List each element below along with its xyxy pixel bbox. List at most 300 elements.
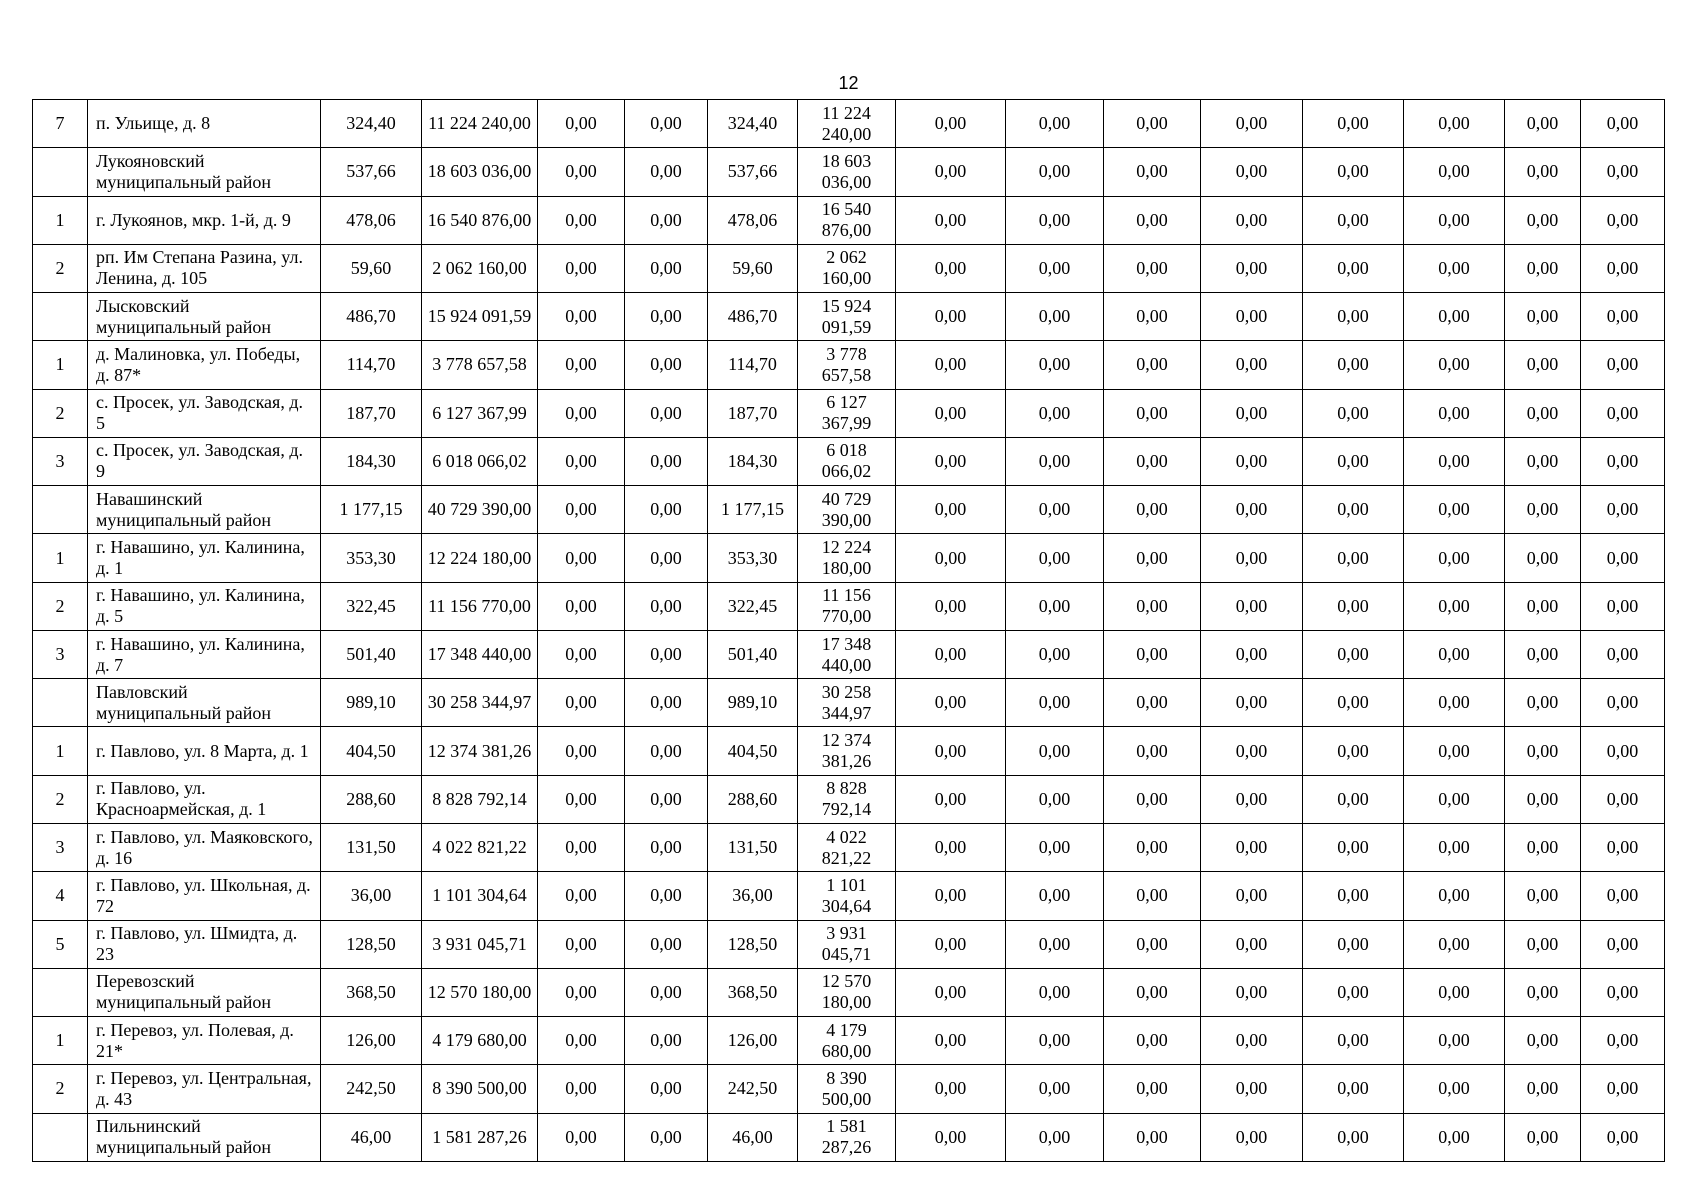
area-cell: 288,60 (708, 775, 798, 823)
value-cell: 0,00 (1201, 823, 1303, 871)
address-cell: рп. Им Степана Разина, ул. Ленина, д. 105 (88, 244, 321, 292)
address-cell: г. Павлово, ул. Школьная, д. 72 (88, 872, 321, 920)
value-cell: 0,00 (896, 1017, 1006, 1065)
cost-cell: 15 924 091,59 (422, 293, 538, 341)
value-cell: 0,00 (538, 1017, 625, 1065)
area-cell: 486,70 (708, 293, 798, 341)
table-row (33, 486, 1665, 534)
value-cell: 0,00 (538, 437, 625, 485)
value-cell: 0,00 (1201, 727, 1303, 775)
cost-cell: 40 729 390,00 (798, 486, 896, 534)
table-body (33, 100, 1665, 1162)
value-cell: 0,00 (1581, 293, 1665, 341)
value-cell: 0,00 (1303, 100, 1404, 148)
row-number-cell (33, 486, 88, 534)
row-number-cell: 1 (33, 341, 88, 389)
value-cell: 0,00 (1303, 148, 1404, 196)
cost-cell: 1 581 287,26 (798, 1113, 896, 1161)
value-cell: 0,00 (1303, 920, 1404, 968)
value-cell: 0,00 (1404, 727, 1505, 775)
value-cell: 0,00 (625, 775, 708, 823)
area-cell: 501,40 (708, 630, 798, 678)
value-cell: 0,00 (1404, 630, 1505, 678)
value-cell: 0,00 (896, 389, 1006, 437)
value-cell: 0,00 (1006, 196, 1104, 244)
value-cell: 0,00 (1104, 582, 1201, 630)
value-cell: 0,00 (1581, 1017, 1665, 1065)
cost-cell: 1 101 304,64 (798, 872, 896, 920)
table-row (33, 534, 1665, 582)
value-cell: 0,00 (1505, 968, 1581, 1016)
value-cell: 0,00 (1006, 823, 1104, 871)
row-number-cell: 4 (33, 872, 88, 920)
value-cell: 0,00 (1006, 293, 1104, 341)
value-cell: 0,00 (625, 437, 708, 485)
value-cell: 0,00 (538, 823, 625, 871)
value-cell: 0,00 (1303, 1017, 1404, 1065)
value-cell: 0,00 (1006, 727, 1104, 775)
value-cell: 0,00 (625, 1017, 708, 1065)
area-cell: 353,30 (708, 534, 798, 582)
value-cell: 0,00 (1505, 775, 1581, 823)
value-cell: 0,00 (1104, 920, 1201, 968)
area-cell: 989,10 (321, 679, 422, 727)
table-row (33, 630, 1665, 678)
row-number-cell: 2 (33, 244, 88, 292)
cost-cell: 2 062 160,00 (798, 244, 896, 292)
table-row (33, 582, 1665, 630)
value-cell: 0,00 (1505, 148, 1581, 196)
value-cell: 0,00 (538, 244, 625, 292)
address-cell: п. Ульище, д. 8 (88, 100, 321, 148)
value-cell: 0,00 (625, 244, 708, 292)
value-cell: 0,00 (538, 534, 625, 582)
cost-cell: 30 258 344,97 (798, 679, 896, 727)
area-cell: 36,00 (321, 872, 422, 920)
value-cell: 0,00 (1505, 341, 1581, 389)
value-cell: 0,00 (896, 582, 1006, 630)
value-cell: 0,00 (1505, 1113, 1581, 1161)
row-number-cell: 2 (33, 389, 88, 437)
value-cell: 0,00 (1404, 968, 1505, 1016)
value-cell: 0,00 (538, 389, 625, 437)
value-cell: 0,00 (1104, 775, 1201, 823)
value-cell: 0,00 (1201, 582, 1303, 630)
value-cell: 0,00 (538, 196, 625, 244)
area-cell: 46,00 (708, 1113, 798, 1161)
value-cell: 0,00 (625, 872, 708, 920)
value-cell: 0,00 (1201, 148, 1303, 196)
value-cell: 0,00 (1581, 582, 1665, 630)
area-cell: 537,66 (708, 148, 798, 196)
value-cell: 0,00 (1404, 534, 1505, 582)
cost-cell: 8 390 500,00 (422, 1065, 538, 1113)
value-cell: 0,00 (1404, 1017, 1505, 1065)
value-cell: 0,00 (1404, 100, 1505, 148)
value-cell: 0,00 (625, 920, 708, 968)
area-cell: 353,30 (321, 534, 422, 582)
value-cell: 0,00 (538, 582, 625, 630)
table-row (33, 872, 1665, 920)
value-cell: 0,00 (1104, 244, 1201, 292)
value-cell: 0,00 (1201, 100, 1303, 148)
value-cell: 0,00 (1006, 920, 1104, 968)
area-cell: 128,50 (708, 920, 798, 968)
value-cell: 0,00 (896, 727, 1006, 775)
area-cell: 404,50 (321, 727, 422, 775)
value-cell: 0,00 (1581, 727, 1665, 775)
row-number-cell (33, 968, 88, 1016)
value-cell: 0,00 (896, 630, 1006, 678)
value-cell: 0,00 (538, 872, 625, 920)
table-row (33, 1065, 1665, 1113)
area-cell: 368,50 (708, 968, 798, 1016)
area-cell: 126,00 (321, 1017, 422, 1065)
value-cell: 0,00 (896, 1113, 1006, 1161)
table-row (33, 437, 1665, 485)
value-cell: 0,00 (1006, 389, 1104, 437)
row-number-cell: 5 (33, 920, 88, 968)
value-cell: 0,00 (625, 1113, 708, 1161)
cost-cell: 11 156 770,00 (422, 582, 538, 630)
row-number-cell: 3 (33, 630, 88, 678)
value-cell: 0,00 (1303, 486, 1404, 534)
table-row (33, 775, 1665, 823)
value-cell: 0,00 (1104, 968, 1201, 1016)
area-cell: 242,50 (321, 1065, 422, 1113)
value-cell: 0,00 (1581, 630, 1665, 678)
row-number-cell (33, 293, 88, 341)
address-cell: с. Просек, ул. Заводская, д. 9 (88, 437, 321, 485)
value-cell: 0,00 (896, 244, 1006, 292)
table-row (33, 293, 1665, 341)
value-cell: 0,00 (1303, 727, 1404, 775)
value-cell: 0,00 (1581, 100, 1665, 148)
value-cell: 0,00 (1303, 196, 1404, 244)
table-row (33, 244, 1665, 292)
row-number-cell: 1 (33, 196, 88, 244)
value-cell: 0,00 (1201, 437, 1303, 485)
cost-cell: 3 778 657,58 (798, 341, 896, 389)
value-cell: 0,00 (1581, 1113, 1665, 1161)
value-cell: 0,00 (896, 100, 1006, 148)
address-cell: г. Павлово, ул. Шмидта, д. 23 (88, 920, 321, 968)
cost-cell: 1 581 287,26 (422, 1113, 538, 1161)
table-row (33, 1017, 1665, 1065)
value-cell: 0,00 (1006, 437, 1104, 485)
value-cell: 0,00 (1581, 437, 1665, 485)
value-cell: 0,00 (1104, 872, 1201, 920)
value-cell: 0,00 (1006, 872, 1104, 920)
cost-cell: 12 374 381,26 (798, 727, 896, 775)
table-row (33, 920, 1665, 968)
value-cell: 0,00 (1006, 775, 1104, 823)
value-cell: 0,00 (625, 486, 708, 534)
area-cell: 46,00 (321, 1113, 422, 1161)
cost-cell: 12 224 180,00 (798, 534, 896, 582)
area-cell: 1 177,15 (708, 486, 798, 534)
value-cell: 0,00 (1404, 389, 1505, 437)
address-cell: г. Павлово, ул. 8 Марта, д. 1 (88, 727, 321, 775)
cost-cell: 30 258 344,97 (422, 679, 538, 727)
address-cell: г. Перевоз, ул. Полевая, д. 21* (88, 1017, 321, 1065)
value-cell: 0,00 (1104, 196, 1201, 244)
value-cell: 0,00 (1581, 389, 1665, 437)
value-cell: 0,00 (896, 293, 1006, 341)
cost-cell: 12 224 180,00 (422, 534, 538, 582)
table-row (33, 679, 1665, 727)
value-cell: 0,00 (1006, 486, 1104, 534)
value-cell: 0,00 (1505, 582, 1581, 630)
value-cell: 0,00 (1303, 823, 1404, 871)
cost-cell: 3 931 045,71 (798, 920, 896, 968)
address-cell: Лукояновский муниципальный район (88, 148, 321, 196)
row-number-cell: 3 (33, 437, 88, 485)
value-cell: 0,00 (1581, 1065, 1665, 1113)
value-cell: 0,00 (1104, 100, 1201, 148)
table-row (33, 1113, 1665, 1161)
row-number-cell: 1 (33, 727, 88, 775)
value-cell: 0,00 (1505, 1017, 1581, 1065)
table-row (33, 823, 1665, 871)
cost-cell: 12 570 180,00 (422, 968, 538, 1016)
value-cell: 0,00 (1201, 968, 1303, 1016)
value-cell: 0,00 (625, 582, 708, 630)
value-cell: 0,00 (1505, 486, 1581, 534)
address-cell: Навашинский муниципальный район (88, 486, 321, 534)
value-cell: 0,00 (1303, 1113, 1404, 1161)
value-cell: 0,00 (896, 196, 1006, 244)
table-row (33, 968, 1665, 1016)
value-cell: 0,00 (1201, 1065, 1303, 1113)
value-cell: 0,00 (1581, 872, 1665, 920)
value-cell: 0,00 (625, 823, 708, 871)
cost-cell: 4 022 821,22 (798, 823, 896, 871)
value-cell: 0,00 (538, 920, 625, 968)
value-cell: 0,00 (538, 486, 625, 534)
cost-cell: 3 931 045,71 (422, 920, 538, 968)
value-cell: 0,00 (1581, 920, 1665, 968)
value-cell: 0,00 (1006, 534, 1104, 582)
value-cell: 0,00 (896, 872, 1006, 920)
value-cell: 0,00 (1404, 196, 1505, 244)
area-cell: 131,50 (321, 823, 422, 871)
value-cell: 0,00 (1104, 293, 1201, 341)
area-cell: 114,70 (321, 341, 422, 389)
value-cell: 0,00 (1404, 437, 1505, 485)
value-cell: 0,00 (1201, 486, 1303, 534)
value-cell: 0,00 (1404, 293, 1505, 341)
address-cell: Пильнинский муниципальный район (88, 1113, 321, 1161)
value-cell: 0,00 (1201, 1113, 1303, 1161)
value-cell: 0,00 (1505, 244, 1581, 292)
value-cell: 0,00 (1006, 968, 1104, 1016)
value-cell: 0,00 (1404, 486, 1505, 534)
value-cell: 0,00 (1104, 1113, 1201, 1161)
row-number-cell: 1 (33, 534, 88, 582)
value-cell: 0,00 (625, 389, 708, 437)
area-cell: 368,50 (321, 968, 422, 1016)
row-number-cell (33, 1113, 88, 1161)
value-cell: 0,00 (1201, 196, 1303, 244)
value-cell: 0,00 (1006, 1017, 1104, 1065)
value-cell: 0,00 (1581, 341, 1665, 389)
value-cell: 0,00 (1006, 1065, 1104, 1113)
value-cell: 0,00 (1104, 727, 1201, 775)
cost-cell: 6 018 066,02 (798, 437, 896, 485)
value-cell: 0,00 (896, 1065, 1006, 1113)
value-cell: 0,00 (538, 775, 625, 823)
value-cell: 0,00 (1303, 775, 1404, 823)
area-cell: 1 177,15 (321, 486, 422, 534)
address-cell: г. Перевоз, ул. Центральная, д. 43 (88, 1065, 321, 1113)
value-cell: 0,00 (1006, 582, 1104, 630)
value-cell: 0,00 (1505, 727, 1581, 775)
address-cell: г. Лукоянов, мкр. 1-й, д. 9 (88, 196, 321, 244)
value-cell: 0,00 (538, 341, 625, 389)
value-cell: 0,00 (538, 293, 625, 341)
cost-cell: 15 924 091,59 (798, 293, 896, 341)
value-cell: 0,00 (1581, 196, 1665, 244)
value-cell: 0,00 (625, 293, 708, 341)
address-cell: г. Павлово, ул. Маяковского, д. 16 (88, 823, 321, 871)
area-cell: 486,70 (321, 293, 422, 341)
value-cell: 0,00 (1505, 630, 1581, 678)
value-cell: 0,00 (896, 341, 1006, 389)
address-cell: Перевозский муниципальный район (88, 968, 321, 1016)
area-cell: 537,66 (321, 148, 422, 196)
value-cell: 0,00 (1201, 920, 1303, 968)
value-cell: 0,00 (896, 486, 1006, 534)
value-cell: 0,00 (1404, 872, 1505, 920)
value-cell: 0,00 (625, 534, 708, 582)
value-cell: 0,00 (1505, 823, 1581, 871)
value-cell: 0,00 (538, 727, 625, 775)
value-cell: 0,00 (1006, 244, 1104, 292)
value-cell: 0,00 (1104, 1017, 1201, 1065)
value-cell: 0,00 (1505, 534, 1581, 582)
cost-cell: 6 127 367,99 (422, 389, 538, 437)
value-cell: 0,00 (1201, 534, 1303, 582)
cost-cell: 2 062 160,00 (422, 244, 538, 292)
value-cell: 0,00 (896, 775, 1006, 823)
value-cell: 0,00 (538, 100, 625, 148)
value-cell: 0,00 (1581, 534, 1665, 582)
cost-cell: 12 570 180,00 (798, 968, 896, 1016)
value-cell: 0,00 (1006, 148, 1104, 196)
value-cell: 0,00 (1201, 1017, 1303, 1065)
cost-cell: 4 022 821,22 (422, 823, 538, 871)
area-cell: 36,00 (708, 872, 798, 920)
area-cell: 322,45 (708, 582, 798, 630)
cost-cell: 18 603 036,00 (798, 148, 896, 196)
area-cell: 404,50 (708, 727, 798, 775)
cost-cell: 6 127 367,99 (798, 389, 896, 437)
value-cell: 0,00 (896, 148, 1006, 196)
cost-cell: 1 101 304,64 (422, 872, 538, 920)
value-cell: 0,00 (1505, 1065, 1581, 1113)
cost-cell: 11 224 240,00 (422, 100, 538, 148)
value-cell: 0,00 (1581, 148, 1665, 196)
row-number-cell (33, 679, 88, 727)
value-cell: 0,00 (1303, 341, 1404, 389)
value-cell: 0,00 (1404, 679, 1505, 727)
cost-cell: 40 729 390,00 (422, 486, 538, 534)
area-cell: 989,10 (708, 679, 798, 727)
area-cell: 126,00 (708, 1017, 798, 1065)
value-cell: 0,00 (1505, 920, 1581, 968)
area-cell: 242,50 (708, 1065, 798, 1113)
value-cell: 0,00 (1006, 630, 1104, 678)
value-cell: 0,00 (625, 727, 708, 775)
value-cell: 0,00 (1303, 582, 1404, 630)
value-cell: 0,00 (1303, 872, 1404, 920)
value-cell: 0,00 (1303, 244, 1404, 292)
value-cell: 0,00 (1505, 679, 1581, 727)
cost-cell: 8 828 792,14 (422, 775, 538, 823)
value-cell: 0,00 (1201, 775, 1303, 823)
value-cell: 0,00 (1581, 244, 1665, 292)
table-row (33, 727, 1665, 775)
value-cell: 0,00 (1581, 775, 1665, 823)
value-cell: 0,00 (1505, 196, 1581, 244)
area-cell: 184,30 (708, 437, 798, 485)
value-cell: 0,00 (1404, 582, 1505, 630)
table-row (33, 341, 1665, 389)
value-cell: 0,00 (1505, 389, 1581, 437)
value-cell: 0,00 (1404, 775, 1505, 823)
cost-cell: 8 390 500,00 (798, 1065, 896, 1113)
value-cell: 0,00 (625, 968, 708, 1016)
value-cell: 0,00 (625, 341, 708, 389)
address-cell: г. Павлово, ул. Красноармейская, д. 1 (88, 775, 321, 823)
value-cell: 0,00 (1303, 968, 1404, 1016)
value-cell: 0,00 (1104, 630, 1201, 678)
area-cell: 288,60 (321, 775, 422, 823)
value-cell: 0,00 (1581, 679, 1665, 727)
area-cell: 128,50 (321, 920, 422, 968)
value-cell: 0,00 (1303, 1065, 1404, 1113)
value-cell: 0,00 (896, 823, 1006, 871)
value-cell: 0,00 (1303, 630, 1404, 678)
value-cell: 0,00 (896, 437, 1006, 485)
value-cell: 0,00 (1201, 293, 1303, 341)
row-number-cell: 3 (33, 823, 88, 871)
cost-cell: 6 018 066,02 (422, 437, 538, 485)
value-cell: 0,00 (1303, 534, 1404, 582)
value-cell: 0,00 (1201, 244, 1303, 292)
row-number-cell (33, 148, 88, 196)
value-cell: 0,00 (1006, 341, 1104, 389)
value-cell: 0,00 (1581, 823, 1665, 871)
value-cell: 0,00 (896, 920, 1006, 968)
area-cell: 131,50 (708, 823, 798, 871)
value-cell: 0,00 (1303, 293, 1404, 341)
address-cell: г. Навашино, ул. Калинина, д. 5 (88, 582, 321, 630)
value-cell: 0,00 (1404, 341, 1505, 389)
area-cell: 114,70 (708, 341, 798, 389)
value-cell: 0,00 (1303, 679, 1404, 727)
address-cell: г. Навашино, ул. Калинина, д. 7 (88, 630, 321, 678)
row-number-cell: 2 (33, 1065, 88, 1113)
row-number-cell: 2 (33, 582, 88, 630)
value-cell: 0,00 (538, 1113, 625, 1161)
address-cell: Лысковский муниципальный район (88, 293, 321, 341)
value-cell: 0,00 (1104, 679, 1201, 727)
value-cell: 0,00 (1104, 341, 1201, 389)
cost-cell: 18 603 036,00 (422, 148, 538, 196)
area-cell: 322,45 (321, 582, 422, 630)
